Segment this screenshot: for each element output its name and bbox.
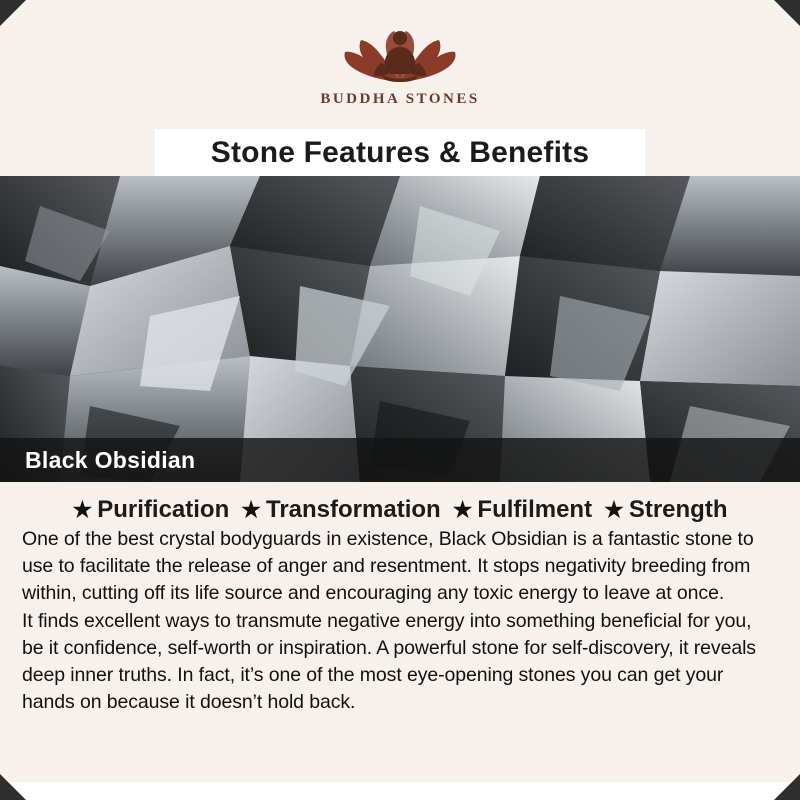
header	[0, 0, 800, 176]
footer-strip	[0, 782, 800, 800]
brand-logo	[0, 0, 800, 108]
benefit-item-strength	[604, 496, 727, 524]
benefit-label: Strength	[628, 496, 728, 523]
lotus-meditation-icon	[325, 18, 475, 90]
description-paragraph-2: It finds excellent ways to transmute negative energy into something beneficial for you, be it confidence, self-worth or inspiration. A powerful stone for self-discovery, it reveals deep inner truths. In fact, it’s one of the most eye-opening stones you can get your hands on because it doesn’t hold back.	[22, 610, 756, 713]
benefit-item-transformation	[241, 496, 440, 524]
corner-accent-top-right	[774, 0, 800, 26]
star-icon: ★	[241, 497, 261, 522]
page-title: Stone Features & Benefits	[210, 135, 590, 169]
benefit-label: Transformation	[265, 496, 441, 523]
hero-caption-bar	[0, 438, 800, 482]
corner-accent-top-left	[0, 0, 26, 26]
description-paragraph-1: One of the best crystal bodyguards in existence, Black Obsidian is a fantastic stone to use to facilitate the release of anger and resentment. It stops negativity breeding from within, cutting off its life source and encouraging any toxic energy to leave at once.	[22, 528, 754, 604]
benefit-label: Purification	[97, 496, 230, 523]
star-icon: ★	[72, 497, 93, 522]
brand-name: BUDDHA STONES	[320, 91, 480, 107]
hero-caption: Black Obsidian	[25, 446, 196, 473]
benefit-item-fulfilment	[453, 496, 592, 524]
hero-image	[0, 176, 800, 482]
star-icon: ★	[604, 497, 624, 522]
star-icon: ★	[452, 497, 473, 522]
corner-accent-bottom-left	[0, 774, 26, 800]
black-obsidian-crystal-shards-icon	[0, 176, 800, 482]
content-section	[0, 482, 800, 800]
benefit-label: Fulfilment	[477, 496, 593, 523]
title-band	[155, 129, 645, 176]
benefit-item-purification	[73, 496, 230, 524]
corner-accent-bottom-right	[774, 774, 800, 800]
benefits-list	[22, 496, 778, 524]
